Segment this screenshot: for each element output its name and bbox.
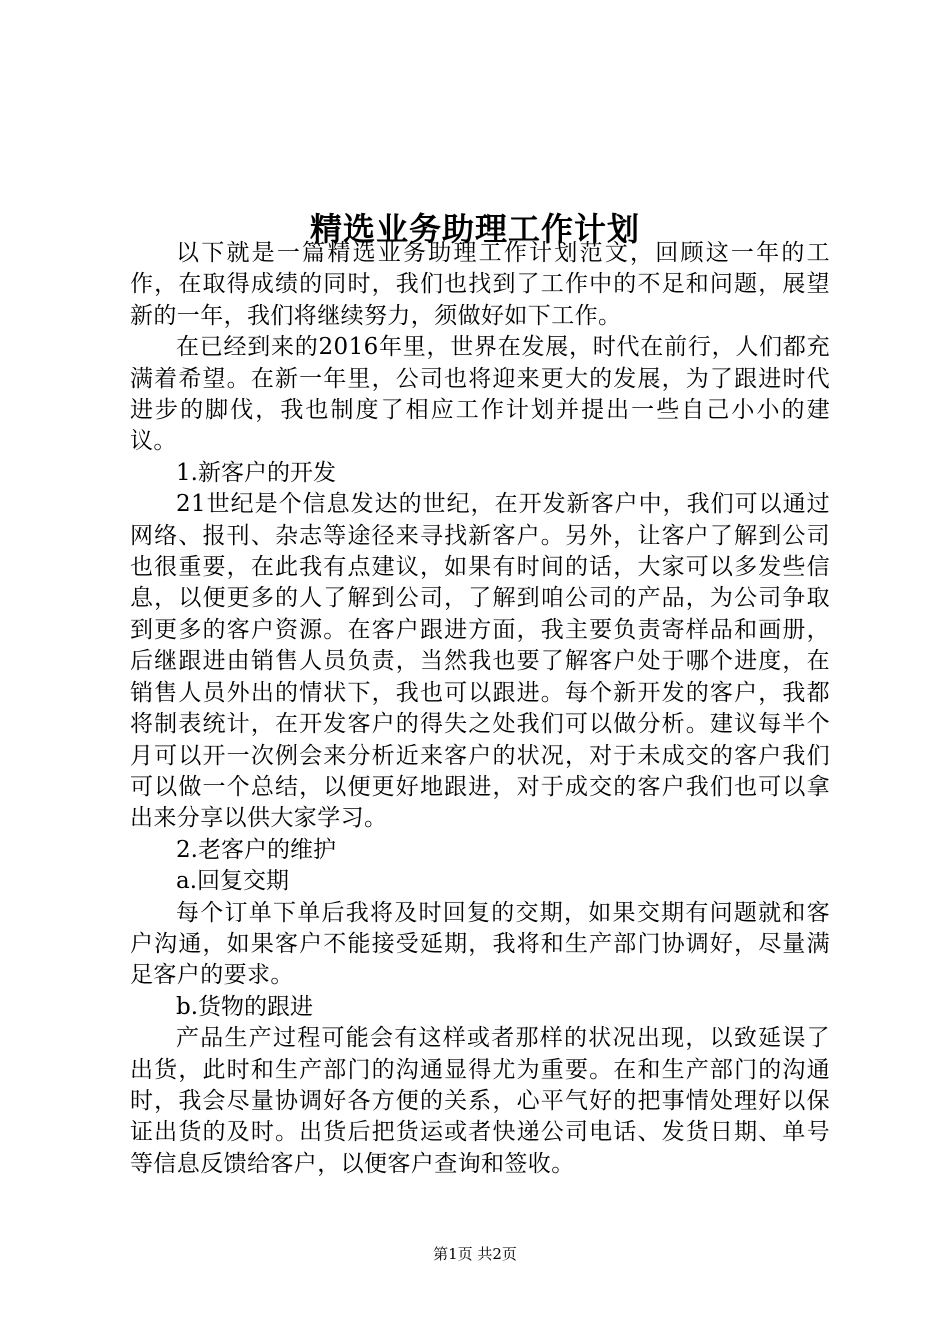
- paragraph-delivery-reply: 每个订单下单后我将及时回复的交期，如果交期有问题就和客户沟通，如果客户不能接受延期，我将和生产部门协调好，尽量满足客户的要求。: [130, 899, 830, 989]
- paragraph-intro: 以下就是一篇精选业务助理工作计划范文，回顾这一年的工作，在取得成绩的同时，我们也找到了工作中的不足和问题，展望新的一年，我们将继续努力，须做好如下工作。: [130, 240, 830, 329]
- document-body: [130, 238, 830, 1180]
- section-heading-new-clients: 1.新客户的开发: [176, 459, 336, 486]
- subheading-goods-followup: b.货物的跟进: [176, 993, 314, 1020]
- paragraph-goods-followup: 产品生产过程可能会有这样或者那样的状况出现，以致延误了出货，此时和生产部门的沟通显得尤为重要。在和生产部门的沟通时，我会尽量协调好各方便的关系，心平气好的把事情处理好以保证出货的及时。出货后把货运或者快递公司电话、发货日期、单号等信息反馈给客户，以便客户查询和签收。: [130, 1025, 830, 1177]
- paragraph-outlook: 在已经到来的2016年里，世界在发展，时代在前行，人们都充满着希望。在新一年里，公司也将迎来更大的发展，为了跟进时代进步的脚伐，我也制度了相应工作计划并提出一些自己小小的建议。: [130, 334, 830, 455]
- document-title: 精选业务助理工作计划: [309, 210, 640, 249]
- subheading-delivery-reply: a.回复交期: [176, 868, 290, 895]
- page-number-footer: 第1页 共2页: [433, 1245, 517, 1263]
- section-heading-old-clients: 2.老客户的维护: [176, 836, 336, 863]
- paragraph-new-clients: 21世纪是个信息发达的世纪，在开发新客户中，我们可以通过网络、报刊、杂志等途径来寻找新客户。另外，让客户了解到公司也很重要，在此我有点建议，如果有时间的话，大家可以多发些信息，以便更多的人了解到公司，了解到咱公司的产品，为公司争取到更多的客户资源。在客户跟进方面，我主要负责寄样品和画册，后继跟进由销售人员负责，当然我也要了解客户处于哪个进度，在销售人员外出的情状下，我也可以跟进。每个新开发的客户，我都将制表统计，在开发客户的得失之处我们可以做分析。建议每半个月可以开一次例会来分析近来客户的状况，对于未成交的客户我们可以做一个总结，以便更好地跟进，对于成交的客户我们也可以拿出来分享以供大家学习。: [130, 491, 830, 832]
